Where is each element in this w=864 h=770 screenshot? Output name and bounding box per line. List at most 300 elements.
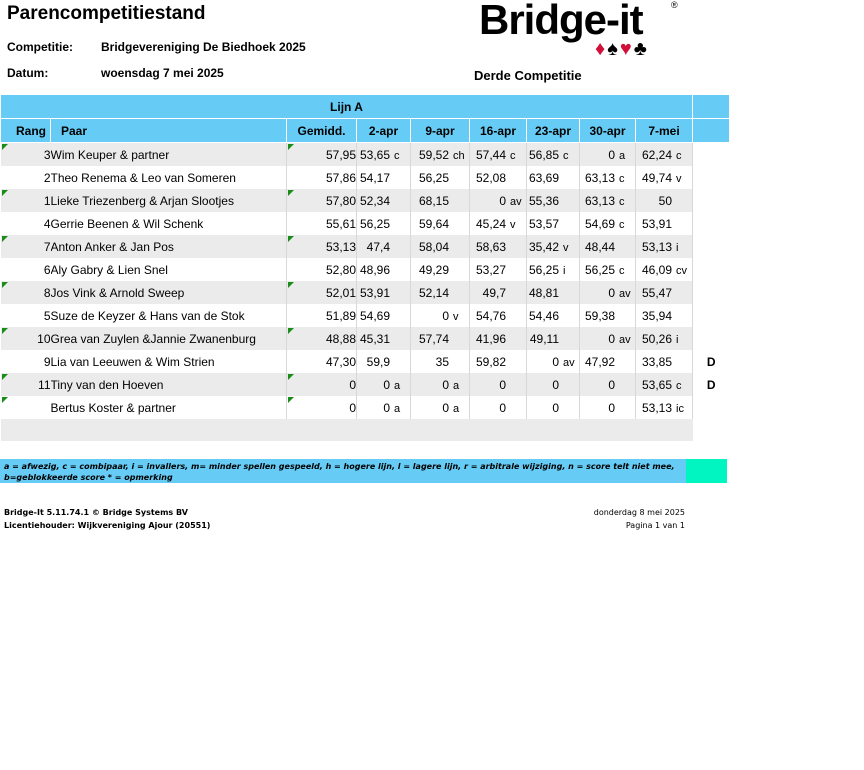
score-suffix: c <box>563 149 569 162</box>
flag-cell: D <box>693 350 730 373</box>
score-suffix: c <box>619 218 625 231</box>
rank-cell <box>1 143 51 167</box>
pair-name: Grea van Zuylen &Jannie Zwanenburg <box>51 327 287 350</box>
score-cell <box>411 350 470 373</box>
score-cell <box>470 304 527 327</box>
col-header-date: 23-apr <box>527 119 580 143</box>
score-value: 58,04 <box>418 239 449 254</box>
score-cell <box>636 189 693 212</box>
score-cell <box>580 304 636 327</box>
score-cell <box>357 212 411 235</box>
score-value: 55,47 <box>641 285 672 300</box>
score-cell <box>527 281 580 304</box>
score-cell <box>411 258 470 281</box>
pair-name: Aly Gabry & Lien Snel <box>51 258 287 281</box>
flag-cell <box>693 396 730 419</box>
score-cell <box>357 166 411 189</box>
empty-cell <box>287 419 357 441</box>
average-cell <box>287 189 357 212</box>
score-value: 46,09 <box>641 262 672 277</box>
pair-name: Bertus Koster & partner <box>51 396 287 419</box>
rank-cell <box>1 166 51 189</box>
score-cell <box>636 212 693 235</box>
score-value: 0 <box>383 400 390 415</box>
score-value: 0 <box>442 308 449 323</box>
score-value: 33,85 <box>641 354 672 369</box>
score-value: 55,36 <box>528 193 559 208</box>
score-suffix: i <box>676 333 679 346</box>
score-suffix: a <box>394 402 401 415</box>
heart-icon: ♥ <box>619 38 634 60</box>
score-suffix: a <box>394 379 401 392</box>
score-suffix: c <box>394 149 400 162</box>
score-cell <box>580 212 636 235</box>
competitie-label: Competitie: <box>7 40 73 54</box>
score-cell <box>470 166 527 189</box>
rank-value: 7 <box>43 239 51 254</box>
datum-value: woensdag 7 mei 2025 <box>101 66 224 80</box>
rank-cell <box>1 396 51 419</box>
score-value: 57,74 <box>418 331 449 346</box>
rank-cell <box>1 373 51 396</box>
score-cell <box>636 327 693 350</box>
comment-marker-icon <box>2 397 8 403</box>
score-cell <box>580 235 636 258</box>
average-value: 57,86 <box>325 170 356 185</box>
score-value: 53,13 <box>641 400 672 415</box>
score-value: 56,25 <box>359 216 390 231</box>
legend-text: a = afwezig, c = combipaar, i = invallers, m= minder spellen gespeeld, h = hogere lijn, l = lagere lijn, r = arbitrale wijziging, n = score telt niet mee, b=geblokkeerde score * = opmerking <box>4 462 675 482</box>
score-value: 0 <box>608 377 615 392</box>
table-row <box>1 304 730 327</box>
col-header-date: 9-apr <box>411 119 470 143</box>
score-value: 45,31 <box>359 331 390 346</box>
score-cell <box>580 189 636 212</box>
score-value: 0 <box>552 400 559 415</box>
empty-cell <box>470 419 527 441</box>
score-value: 54,76 <box>475 308 506 323</box>
competitie-value: Bridgevereniging De Biedhoek 2025 <box>101 40 306 54</box>
rank-value: 10 <box>37 331 51 346</box>
score-cell <box>580 281 636 304</box>
score-cell <box>357 235 411 258</box>
table-row <box>1 212 730 235</box>
score-cell <box>527 396 580 419</box>
rank-value: 4 <box>43 216 51 231</box>
average-value: 0 <box>349 377 356 392</box>
score-suffix: i <box>563 264 566 277</box>
rank-value: 9 <box>43 354 51 369</box>
score-value: 47,92 <box>584 354 615 369</box>
score-suffix: a <box>453 402 460 415</box>
rank-value: 5 <box>43 308 51 323</box>
table-row <box>1 166 730 189</box>
empty-cell <box>51 419 287 441</box>
score-cell <box>636 304 693 327</box>
empty-cell <box>580 419 636 441</box>
score-cell <box>357 327 411 350</box>
rank-cell <box>1 281 51 304</box>
score-value: 35,94 <box>641 308 672 323</box>
score-cell <box>357 350 411 373</box>
score-cell <box>357 281 411 304</box>
score-cell <box>470 212 527 235</box>
pair-name: Theo Renema & Leo van Someren <box>51 166 287 189</box>
score-value: 63,13 <box>584 170 615 185</box>
score-cell <box>527 212 580 235</box>
score-cell <box>357 258 411 281</box>
datum-label: Datum: <box>7 66 49 80</box>
page-title: Parencompetitiestand <box>7 3 206 24</box>
score-value: 52,34 <box>359 193 390 208</box>
score-cell <box>580 166 636 189</box>
average-cell <box>287 327 357 350</box>
score-cell <box>357 143 411 167</box>
diamond-icon: ♦ <box>595 38 608 60</box>
score-cell <box>580 143 636 167</box>
score-value: 49,11 <box>529 331 559 346</box>
score-value: 59,64 <box>418 216 449 231</box>
score-cell <box>470 281 527 304</box>
score-value: 56,85 <box>528 147 559 162</box>
pair-name: Gerrie Beenen & Wil Schenk <box>51 212 287 235</box>
score-cell <box>527 327 580 350</box>
score-cell <box>470 350 527 373</box>
legend-accent <box>686 459 727 483</box>
score-value: 0 <box>552 354 559 369</box>
average-value: 53,13 <box>325 239 356 254</box>
line-title: Lijn A <box>1 95 693 119</box>
print-date: donderdag 8 mei 2025 <box>593 508 685 517</box>
rank-value: 1 <box>43 193 51 208</box>
club-icon: ♣ <box>633 38 649 60</box>
score-cell <box>411 189 470 212</box>
rank-cell <box>1 258 51 281</box>
score-value: 0 <box>499 193 506 208</box>
score-cell <box>527 373 580 396</box>
score-value: 49,7 <box>482 285 506 300</box>
average-value: 57,80 <box>325 193 356 208</box>
score-value: 56,25 <box>584 262 615 277</box>
score-suffix: av <box>619 333 631 346</box>
score-cell <box>636 373 693 396</box>
table-row <box>1 396 730 419</box>
score-cell <box>527 143 580 167</box>
score-cell <box>580 350 636 373</box>
table-row <box>1 373 730 396</box>
score-suffix: c <box>676 379 682 392</box>
score-cell <box>411 304 470 327</box>
average-cell <box>287 350 357 373</box>
score-value: 49,74 <box>641 170 672 185</box>
score-cell <box>357 189 411 212</box>
score-value: 68,15 <box>418 193 449 208</box>
col-header-paar: Paar <box>51 119 287 143</box>
flag-cell <box>693 212 730 235</box>
score-value: 62,24 <box>641 147 672 162</box>
score-cell <box>527 166 580 189</box>
average-value: 52,01 <box>325 285 356 300</box>
flag-cell: D <box>693 373 730 396</box>
table-row <box>1 281 730 304</box>
score-cell <box>470 327 527 350</box>
score-suffix: v <box>676 172 682 185</box>
average-value: 47,30 <box>325 354 356 369</box>
score-suffix: av <box>510 195 522 208</box>
score-value: 63,13 <box>584 193 615 208</box>
score-value: 0 <box>608 147 615 162</box>
comment-marker-icon <box>288 144 294 150</box>
score-value: 0 <box>608 331 615 346</box>
score-cell <box>636 396 693 419</box>
comment-marker-icon <box>288 190 294 196</box>
flag-cell <box>693 235 730 258</box>
table-row <box>1 350 730 373</box>
score-value: 0 <box>442 400 449 415</box>
score-value: 56,25 <box>418 170 449 185</box>
score-cell <box>527 235 580 258</box>
score-cell <box>411 166 470 189</box>
score-value: 59,52 <box>418 147 449 162</box>
average-value: 48,88 <box>325 331 356 346</box>
score-cell <box>470 373 527 396</box>
comment-marker-icon <box>288 397 294 403</box>
score-cell <box>636 235 693 258</box>
rank-value: 3 <box>43 147 51 162</box>
score-value: 50 <box>658 193 672 208</box>
empty-cell <box>1 419 51 441</box>
comment-marker-icon <box>2 282 8 288</box>
license-holder: Licentiehouder: Wijkvereniging Ajour (20551) <box>4 521 211 530</box>
score-cell <box>636 166 693 189</box>
comment-marker-icon <box>288 328 294 334</box>
score-value: 53,91 <box>641 216 672 231</box>
rank-value: 6 <box>43 262 51 277</box>
score-cell <box>411 235 470 258</box>
header-spacer <box>693 119 730 143</box>
col-header-gemidd: Gemidd. <box>287 119 357 143</box>
score-cell <box>580 258 636 281</box>
score-value: 48,96 <box>359 262 390 277</box>
col-header-date: 2-apr <box>357 119 411 143</box>
rank-cell <box>1 304 51 327</box>
logo-registered-mark: ® <box>671 0 678 10</box>
col-header-date: 30-apr <box>580 119 636 143</box>
score-cell <box>580 396 636 419</box>
comment-marker-icon <box>2 328 8 334</box>
table-row <box>1 189 730 212</box>
average-cell <box>287 143 357 167</box>
empty-cell <box>357 419 411 441</box>
empty-cell <box>527 419 580 441</box>
pair-name: Wim Keuper & partner <box>51 143 287 167</box>
score-cell <box>527 304 580 327</box>
comment-marker-icon <box>288 282 294 288</box>
score-cell <box>527 258 580 281</box>
card-suits-icon <box>595 38 649 61</box>
comment-marker-icon <box>2 190 8 196</box>
score-suffix: c <box>510 149 516 162</box>
average-cell <box>287 235 357 258</box>
empty-row <box>1 419 730 441</box>
score-cell <box>470 235 527 258</box>
score-suffix: c <box>676 149 682 162</box>
average-cell <box>287 373 357 396</box>
software-version: Bridge-It 5.11.74.1 © Bridge Systems BV <box>4 508 188 517</box>
score-cell <box>580 327 636 350</box>
score-cell <box>636 281 693 304</box>
flag-cell <box>693 143 730 167</box>
score-cell <box>636 350 693 373</box>
score-value: 50,26 <box>641 331 672 346</box>
comment-marker-icon <box>2 144 8 150</box>
flag-cell <box>693 327 730 350</box>
col-header-rang: Rang <box>1 119 51 143</box>
score-cell <box>636 258 693 281</box>
pair-name: Suze de Keyzer & Hans van de Stok <box>51 304 287 327</box>
average-cell <box>287 396 357 419</box>
score-cell <box>527 350 580 373</box>
score-value: 47,4 <box>366 239 390 254</box>
score-value: 53,65 <box>641 377 672 392</box>
score-value: 0 <box>552 377 559 392</box>
average-value: 57,95 <box>325 147 356 162</box>
score-value: 0 <box>383 377 390 392</box>
rank-value: 2 <box>43 170 51 185</box>
header-spacer <box>693 95 730 119</box>
score-suffix: ch <box>453 149 465 162</box>
score-cell <box>470 396 527 419</box>
score-value: 35 <box>435 354 449 369</box>
score-value: 49,29 <box>418 262 449 277</box>
score-cell <box>470 189 527 212</box>
score-value: 0 <box>442 377 449 392</box>
table-row <box>1 258 730 281</box>
comment-marker-icon <box>2 236 8 242</box>
average-cell <box>287 166 357 189</box>
table-row <box>1 235 730 258</box>
flag-cell <box>693 304 730 327</box>
rank-cell <box>1 327 51 350</box>
score-value: 41,96 <box>475 331 506 346</box>
score-suffix: c <box>619 195 625 208</box>
rank-cell <box>1 212 51 235</box>
score-value: 54,46 <box>528 308 559 323</box>
comment-marker-icon <box>288 236 294 242</box>
score-value: 0 <box>608 285 615 300</box>
score-suffix: c <box>619 172 625 185</box>
empty-cell <box>411 419 470 441</box>
average-cell <box>287 258 357 281</box>
rank-value: 11 <box>38 377 51 392</box>
logo-text: Bridge-it <box>479 0 643 43</box>
bridge-it-logo <box>479 0 689 62</box>
score-suffix: av <box>619 287 631 300</box>
comment-marker-icon <box>2 374 8 380</box>
score-value: 59,82 <box>475 354 506 369</box>
average-cell <box>287 212 357 235</box>
pair-name: Lieke Triezenberg & Arjan Slootjes <box>51 189 287 212</box>
score-suffix: i <box>676 241 679 254</box>
score-value: 52,08 <box>475 170 506 185</box>
score-value: 59,9 <box>366 354 390 369</box>
flag-cell <box>693 281 730 304</box>
score-cell <box>411 327 470 350</box>
score-value: 48,81 <box>528 285 559 300</box>
score-value: 63,69 <box>528 170 559 185</box>
score-cell <box>411 212 470 235</box>
score-value: 54,69 <box>359 308 390 323</box>
score-cell <box>357 396 411 419</box>
score-cell <box>357 373 411 396</box>
average-cell <box>287 281 357 304</box>
col-header-date: 16-apr <box>470 119 527 143</box>
score-cell <box>636 143 693 167</box>
rank-cell <box>1 235 51 258</box>
empty-cell <box>636 419 693 441</box>
score-cell <box>470 258 527 281</box>
flag-cell <box>693 189 730 212</box>
score-suffix: v <box>453 310 459 323</box>
spade-icon: ♠ <box>607 38 620 60</box>
score-value: 57,44 <box>475 147 506 162</box>
average-value: 55,61 <box>325 216 356 231</box>
score-value: 53,13 <box>641 239 672 254</box>
score-cell <box>527 189 580 212</box>
score-value: 0 <box>499 377 506 392</box>
score-suffix: av <box>563 356 575 369</box>
score-cell <box>411 281 470 304</box>
score-cell <box>411 396 470 419</box>
score-value: 48,44 <box>584 239 615 254</box>
flag-cell <box>693 258 730 281</box>
competition-name: Derde Competitie <box>474 68 582 83</box>
score-value: 52,14 <box>418 285 449 300</box>
score-suffix: cv <box>676 264 687 277</box>
score-value: 53,27 <box>475 262 506 277</box>
table-row <box>1 143 730 167</box>
score-value: 54,69 <box>584 216 615 231</box>
score-value: 53,91 <box>359 285 390 300</box>
table-row <box>1 327 730 350</box>
score-value: 58,63 <box>475 239 506 254</box>
score-cell <box>411 373 470 396</box>
score-suffix: c <box>619 264 625 277</box>
score-cell <box>580 373 636 396</box>
score-suffix: ic <box>676 402 684 415</box>
flag-cell <box>693 166 730 189</box>
standings-table <box>0 94 730 441</box>
score-suffix: a <box>453 379 460 392</box>
score-value: 45,24 <box>475 216 506 231</box>
average-value: 51,89 <box>325 308 356 323</box>
score-cell <box>411 143 470 167</box>
rank-value: 8 <box>43 285 51 300</box>
score-value: 53,57 <box>528 216 559 231</box>
score-value: 54,17 <box>359 170 390 185</box>
pair-name: Jos Vink & Arnold Sweep <box>51 281 287 304</box>
pair-name: Lia van Leeuwen & Wim Strien <box>51 350 287 373</box>
score-suffix: a <box>619 149 626 162</box>
col-header-date: 7-mei <box>636 119 693 143</box>
pair-name: Tiny van den Hoeven <box>51 373 287 396</box>
average-value: 52,80 <box>325 262 356 277</box>
score-value: 0 <box>499 400 506 415</box>
pair-name: Anton Anker & Jan Pos <box>51 235 287 258</box>
page-number: Pagina 1 van 1 <box>625 521 685 530</box>
comment-marker-icon <box>288 374 294 380</box>
score-value: 56,25 <box>528 262 559 277</box>
